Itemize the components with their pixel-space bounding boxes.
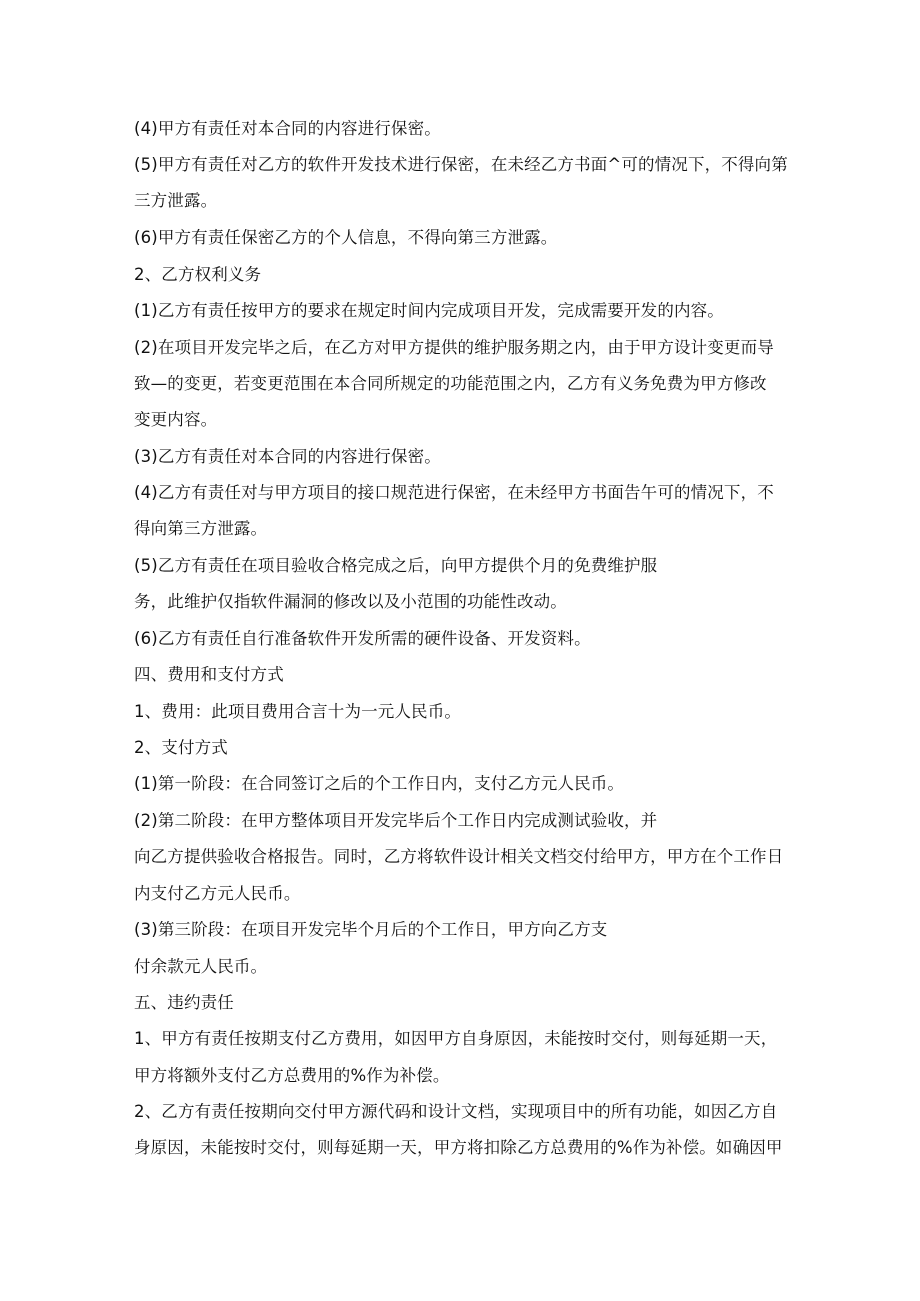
paragraph-line: (1)乙方有责任按甲方的要求在规定时间内完成项目开发，完成需要开发的内容。 (134, 301, 724, 320)
paragraph-line: (5)甲方有责任对乙方的软件开发技术进行保密，在未经乙方书面^可的情况下，不得向第 (134, 155, 788, 174)
paragraph-line: 甲方将额外支付乙方总费用的%作为补偿。 (134, 1066, 450, 1085)
paragraph-line: (6)乙方有责任自行准备软件开发所需的硬件设备、开发资料。 (134, 629, 591, 648)
paragraph-line: 向乙方提供验收合格报告。同时，乙方将软件设计相关文档交付给甲方，甲方在个工作日 (134, 847, 784, 866)
paragraph-line: (6)甲方有责任保密乙方的个人信息，不得向第三方泄露。 (134, 228, 558, 247)
section-heading: 2、支付方式 (134, 738, 228, 757)
paragraph-line: (4)乙方有责任对与甲方项目的接口规范进行保密，在未经甲方书面告午可的情况下，不 (134, 483, 774, 502)
paragraph-line: 内支付乙方元人民币。 (134, 884, 301, 903)
paragraph-line: (3)第三阶段：在项目开发完毕个月后的个工作日，甲方向乙方支 (134, 920, 608, 939)
section-heading: 五、违约责任 (134, 993, 234, 1012)
paragraph-line: (2)在项目开发完毕之后，在乙方对甲方提供的维护服务期之内，由于甲方设计变更而导 (134, 338, 774, 357)
paragraph-line: (5)乙方有责任在项目验收合格完成之后，向甲方提供个月的免费维护服 (134, 556, 658, 575)
paragraph-line: (3)乙方有责任对本合同的内容进行保密。 (134, 447, 441, 466)
section-heading: 2、乙方权利义务 (134, 265, 262, 284)
paragraph-line: (4)甲方有责任对本合同的内容进行保密。 (134, 119, 441, 138)
section-heading: 四、费用和支付方式 (134, 665, 284, 684)
paragraph-line: 2、乙方有责任按期向交付甲方源代码和设计文档，实现项目中的所有功能，如因乙方自 (134, 1102, 778, 1121)
paragraph-line: 得向第三方泄露。 (134, 519, 268, 538)
paragraph-line: 务，此维护仅指软件漏洞的修改以及小范围的功能性改动。 (134, 592, 567, 611)
paragraph-line: 三方泄露。 (134, 191, 218, 210)
paragraph-line: 付余款元人民币。 (134, 957, 268, 976)
paragraph-line: 1、甲方有责任按期支付乙方费用，如因甲方自身原因，未能按时交付，则每延期一天， (134, 1029, 778, 1048)
paragraph-line: (1)第一阶段：在合同签订之后的个工作日内，支付乙方元人民币。 (134, 774, 625, 793)
paragraph-line: 致—的变更，若变更范围在本合同所规定的功能范围之内，乙方有义务免费为甲方修改 (134, 374, 767, 393)
paragraph-line: (2)第二阶段：在甲方整体项目开发完毕后个工作日内完成测试验收，并 (134, 811, 658, 830)
paragraph-line: 身原因，未能按时交付，则每延期一天，甲方将扣除乙方总费用的%作为补偿。如确因甲 (134, 1138, 783, 1157)
paragraph-line: 1、费用：此项目费用合言十为一元人民币。 (134, 702, 461, 721)
paragraph-line: 变更内容。 (134, 410, 218, 429)
